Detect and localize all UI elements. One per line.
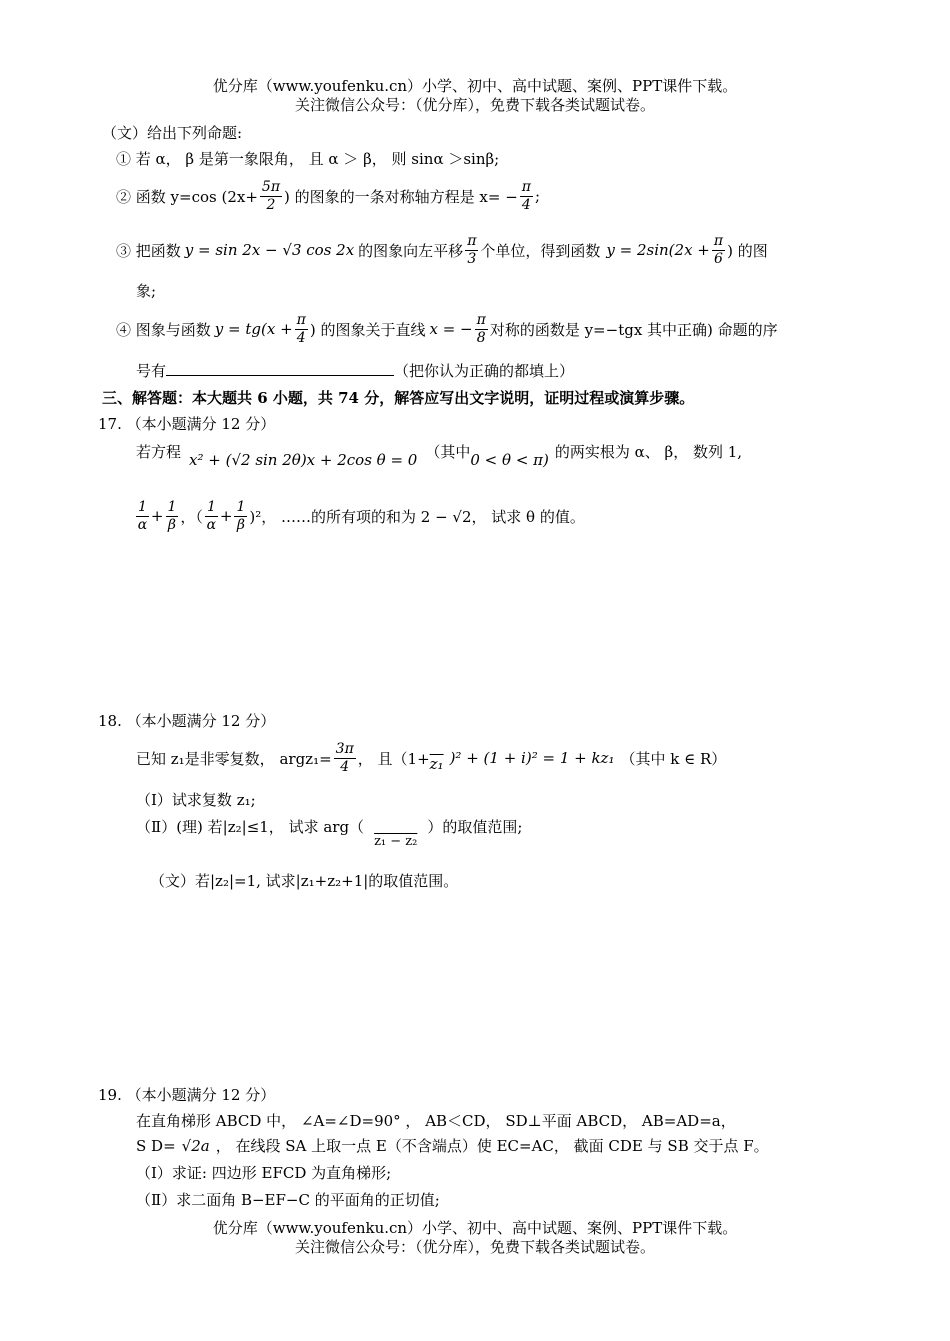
q17-text-a: 若方程 <box>136 443 182 461</box>
frac-den: 4 <box>521 196 531 213</box>
frac-num: 5π <box>261 178 281 195</box>
q18-text-d: （其中 k ∈ R） <box>620 749 727 768</box>
q18-p2-expr: z₁ − z₂ <box>374 834 418 849</box>
frac-num: 3π <box>335 740 354 757</box>
frac-den: 3 <box>467 250 477 267</box>
q17-text-c: 的两实根为 α、 β， 数列 1, <box>554 443 743 461</box>
q16-prop-4-cont <box>136 360 574 381</box>
q18-text-b: ， 且（1+ <box>357 749 430 768</box>
q19-text-a: S D= <box>136 1136 176 1155</box>
frac-den: α <box>137 516 148 533</box>
q17-condition: 0 < θ < π) <box>470 450 549 469</box>
q18-equation: )² + (1 + i)² = 1 + kz₁ <box>449 749 615 767</box>
frac-num: π <box>296 311 306 328</box>
q17-fraction-1 <box>136 499 149 534</box>
q16-p2-text-a: ② 函数 y=cos (2x+ <box>116 187 258 206</box>
frac-den: 4 <box>296 329 306 346</box>
frac-num: 1 <box>236 498 246 515</box>
frac-den: α <box>206 516 217 533</box>
q16-p2-text-c: ; <box>534 187 541 205</box>
frac-num: π <box>476 311 486 328</box>
q16-prop-3-cont: 象; <box>136 282 157 300</box>
q18-part-2 <box>136 816 523 849</box>
q19-part-2: （Ⅱ）求二面角 B−EF−C 的平面角的正切值; <box>136 1191 440 1209</box>
q19-part-1: （Ⅰ）求证: 四边形 EFCD 为直角梯形; <box>136 1164 392 1182</box>
q16-p4-expr-2: x = − <box>429 320 473 338</box>
q16-p3-text-c: 个单位，得到函数 <box>480 241 601 260</box>
q16-prop-3 <box>116 226 768 274</box>
q19-text-b: ， 在线段 SA 上取一点 E（不含端点）使 EC=AC， 截面 CDE 与 SB 交于点 F。 <box>215 1137 769 1155</box>
q16-p3-text-a: ③ 把函数 <box>116 241 181 260</box>
q16-p4-fraction <box>295 312 308 347</box>
q16-p4-text-b: ) 的图象关于直线 <box>309 320 426 339</box>
q16-p2-text-b: ) 的图象的一条对称轴方程是 x= − <box>284 187 518 206</box>
frac-den: 4 <box>340 758 350 775</box>
header-line-2: 关注微信公众号：（优分库），免费下载各类试题试卷。 <box>294 96 655 114</box>
q17-text-e: ，（ <box>180 507 203 526</box>
q16-p3-text-b: 的图象向左平移 <box>358 241 464 260</box>
q16-p4-text-e: （把你认为正确的都填上） <box>394 362 575 380</box>
frac-den: β <box>236 516 245 533</box>
frac-den: 8 <box>476 329 486 346</box>
q18-p2-text-a: （Ⅱ）(理) 若|z₂|≤1， 试求 arg（ <box>136 818 365 836</box>
footer-line-2: 关注微信公众号：（优分库），免费下载各类试题试卷。 <box>294 1238 655 1256</box>
q19-line-1: 在直角梯形 ABCD 中， ∠A=∠D=90° ， AB＜CD， SD⊥平面 ABCD， AB=AD=a， <box>136 1112 736 1130</box>
frac-num: 1 <box>138 498 147 515</box>
q16-p3-text-d: ) 的图 <box>727 241 768 260</box>
q16-p4-text-a: ④ 图象与函数 <box>116 320 211 339</box>
q17-fraction-2 <box>166 499 179 534</box>
q16-prop-2 <box>116 172 540 220</box>
q19-title: 19. （本小题满分 12 分） <box>98 1086 276 1104</box>
frac-num: 1 <box>206 498 216 515</box>
frac-num: π <box>467 232 477 249</box>
q17-fraction-3 <box>205 499 218 534</box>
q16-p3-expr-1: y = sin 2x − √3 cos 2x <box>184 241 355 259</box>
answer-blank[interactable] <box>166 361 394 376</box>
q16-intro: （文）给出下列命题: <box>102 124 243 142</box>
q17-text-f: )²， ……的所有项的和为 2 − √2， 试求 θ 的值。 <box>249 507 585 526</box>
frac-num: π <box>521 178 531 195</box>
header-line-1: 优分库（www.youfenku.cn）小学、初中、高中试题、案例、PPT课件下载。 <box>212 77 738 95</box>
q19-expr: √2a <box>181 1136 210 1155</box>
q16-p3-fraction-2 <box>712 233 725 268</box>
q16-p2-fraction <box>260 179 282 214</box>
frac-num: π <box>713 232 724 249</box>
q18-part-3: （文）若|z₂|=1, 试求|z₁+z₂+1|的取值范围。 <box>150 872 459 890</box>
q16-prop-1: ① 若 α， β 是第一象限角， 且 α ＞ β， 则 sinα ＞sinβ; <box>116 150 500 168</box>
q16-p4-text-c: 对称的函数是 y=−tgx 其中正确) 命题的序 <box>489 320 778 339</box>
q16-p2-fraction-2 <box>520 179 533 214</box>
q17-line-2: $\frac{1}{\alpha}$ + $\frac{1}{\beta}$ ，（ $\frac{1}{\alpha}$ + $\frac{1}{\beta}$ )²， ……的所有项的和为 2 − √2， 试求 θ 的值。 <box>137 498 585 533</box>
q19-line-2 <box>136 1135 769 1156</box>
frac-den: 6 <box>714 250 723 267</box>
q16-p4-fraction-2 <box>475 312 488 347</box>
q17-equation: x² + (√2 sin 2θ)x + 2cos θ = 0 <box>189 450 418 469</box>
q17-fraction-4 <box>234 499 247 534</box>
frac-den: 2 <box>266 196 276 213</box>
q18-fraction <box>334 741 356 776</box>
q16-p4-expr: y = tg(x + <box>214 320 293 338</box>
q18-line-1 <box>136 734 726 782</box>
q17-text-b: （其中 <box>425 443 471 461</box>
q16-p3-fraction <box>465 233 478 268</box>
frac-den: β <box>167 516 176 533</box>
q16-p3-expr-2: y = 2sin(2x + <box>606 241 710 259</box>
q18-conj-z1: z₁ <box>429 755 444 773</box>
q18-p2-text-b: ）的取值范围; <box>427 818 523 836</box>
q17-line-1 <box>136 441 743 469</box>
section-3-heading: 三、解答题：本大题共 6 小题，共 74 分，解答应写出文字说明，证明过程或演算步骤。 <box>102 389 695 407</box>
frac-num: 1 <box>167 498 177 515</box>
q16-p4-text-d: 号有 <box>136 362 167 380</box>
q18-title: 18. （本小题满分 12 分） <box>98 712 276 730</box>
q18-part-1: （Ⅰ）试求复数 z₁; <box>136 791 256 809</box>
q16-prop-4 <box>116 305 778 353</box>
q18-text-a: 已知 z₁是非零复数， argz₁= <box>136 749 332 768</box>
q17-title: 17. （本小题满分 12 分） <box>98 415 276 433</box>
footer-line-1: 优分库（www.youfenku.cn）小学、初中、高中试题、案例、PPT课件下载。 <box>212 1219 738 1237</box>
